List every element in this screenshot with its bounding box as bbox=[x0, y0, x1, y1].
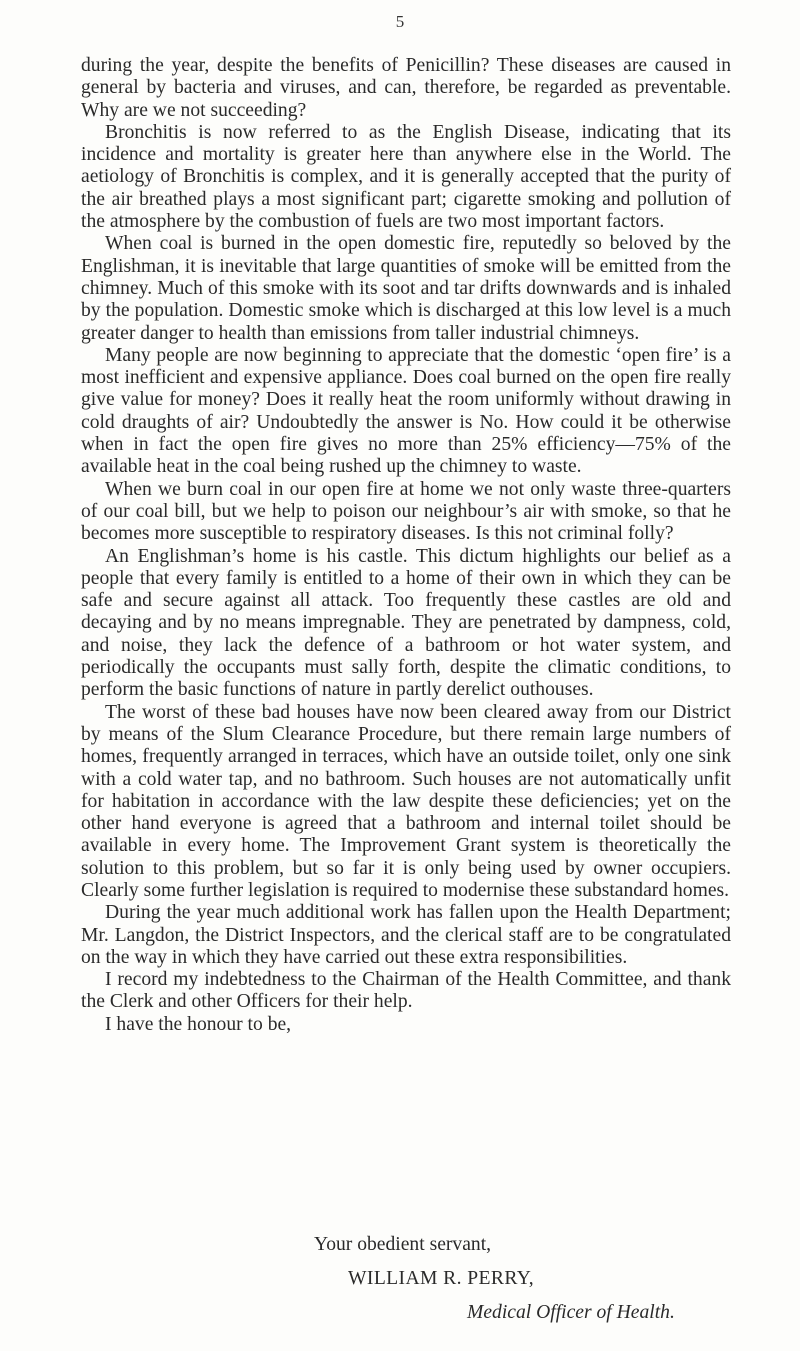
paragraph-thanks: I record my indebtedness to the Chairman of the Health Committee, and thank the Clerk and other Officers for their help. bbox=[81, 969, 731, 1013]
signatory-name: WILLIAM R. PERRY, bbox=[348, 1268, 535, 1289]
letter-body bbox=[81, 55, 731, 1036]
paragraph-housing: The worst of these bad houses have now been cleared away from our District by means of the Slum Clearance Procedure, but there remain large numbers of homes, frequently arranged in terraces, which have an outside toilet, only one sink with a cold water tap, and no bathroom. Such houses are not automatically unfit for habitation in accordance with the law despite these deficiencies; yet on the other hand everyone is agreed that a bathroom and internal toilet should be available in every home. The Improvement Grant system is theoretically the solution to this problem, but so far it is only being used by owner occupiers. Clearly some further legislation is required to modernise these substandard homes. bbox=[81, 701, 731, 901]
paragraph-health-department: During the year much additional work has fallen upon the Health Department; Mr. Langdon, the District Inspectors, and the clerical staff are to be congratulated on the way in which they have carried out these extra responsibilities. bbox=[81, 902, 731, 968]
paragraph-bronchitis: Bronchitis is now referred to as the English Disease, indicating that its incidence and mortality is greater here than anywhere else in the World. The aetiology of Bronchitis is complex, and it is generally accepted that the purity of the air breathed plays a most significant part; cigarette smoking and pollution of the atmosphere by the combustion of fuels are two most important factors. bbox=[81, 121, 731, 233]
paragraph-coal-smoke: When coal is burned in the open domestic fire, reputedly so beloved by the Englishman, it is inevitable that large quantities of smoke will be emitted from the chimney. Much of this smoke with its soot and tar drifts downwards and is inhaled by the population. Domestic smoke which is discharged at this low level is a much greater danger to health than emissions from taller industrial chimneys. bbox=[81, 233, 731, 344]
page-number: 5 bbox=[395, 12, 405, 31]
paragraph-continuation: during the year, despite the benefits of Penicillin? These diseases are caused in general by bacteria and viruses, and can, therefore, be regarded as preventable. Why are we not succeeding? bbox=[81, 55, 731, 121]
closing-salutation: Your obedient servant, bbox=[314, 1234, 492, 1255]
signatory-title: Medical Officer of Health. bbox=[467, 1302, 675, 1323]
paragraph-open-fire: Many people are now beginning to appreciate that the domestic ‘open fire’ is a most inefficient and expensive appliance. Does coal burned on the open fire really give value for money? Does it really heat the room uniformly without drawing in cold draughts of air? Undoubtedly the answer is No. How could it be otherwise when in fact the open fire gives no more than 25% efficiency—75% of the available heat in the coal being rushed up the chimney to waste. bbox=[81, 344, 731, 478]
paragraph-castle: An Englishman’s home is his castle. This dictum highlights our belief as a people that every family is entitled to a home of their own in which they can be safe and secure against all attack. Too frequently these castles are old and decaying and by no means impregnable. They are penetrated by dampness, cold, and noise, they lack the defence of a bathroom or hot water system, and periodically the occupants must sally forth, despite the climatic conditions, to perform the basic functions of nature in partly derelict outhouses. bbox=[81, 545, 731, 701]
paragraph-honour: I have the honour to be, bbox=[105, 1013, 292, 1035]
paragraph-waste: When we burn coal in our open fire at home we not only waste three-quarters of our coal bill, but we help to poison our neighbour’s air with smoke, so that he becomes more susceptible to respiratory diseases. Is this not criminal folly? bbox=[81, 478, 731, 545]
